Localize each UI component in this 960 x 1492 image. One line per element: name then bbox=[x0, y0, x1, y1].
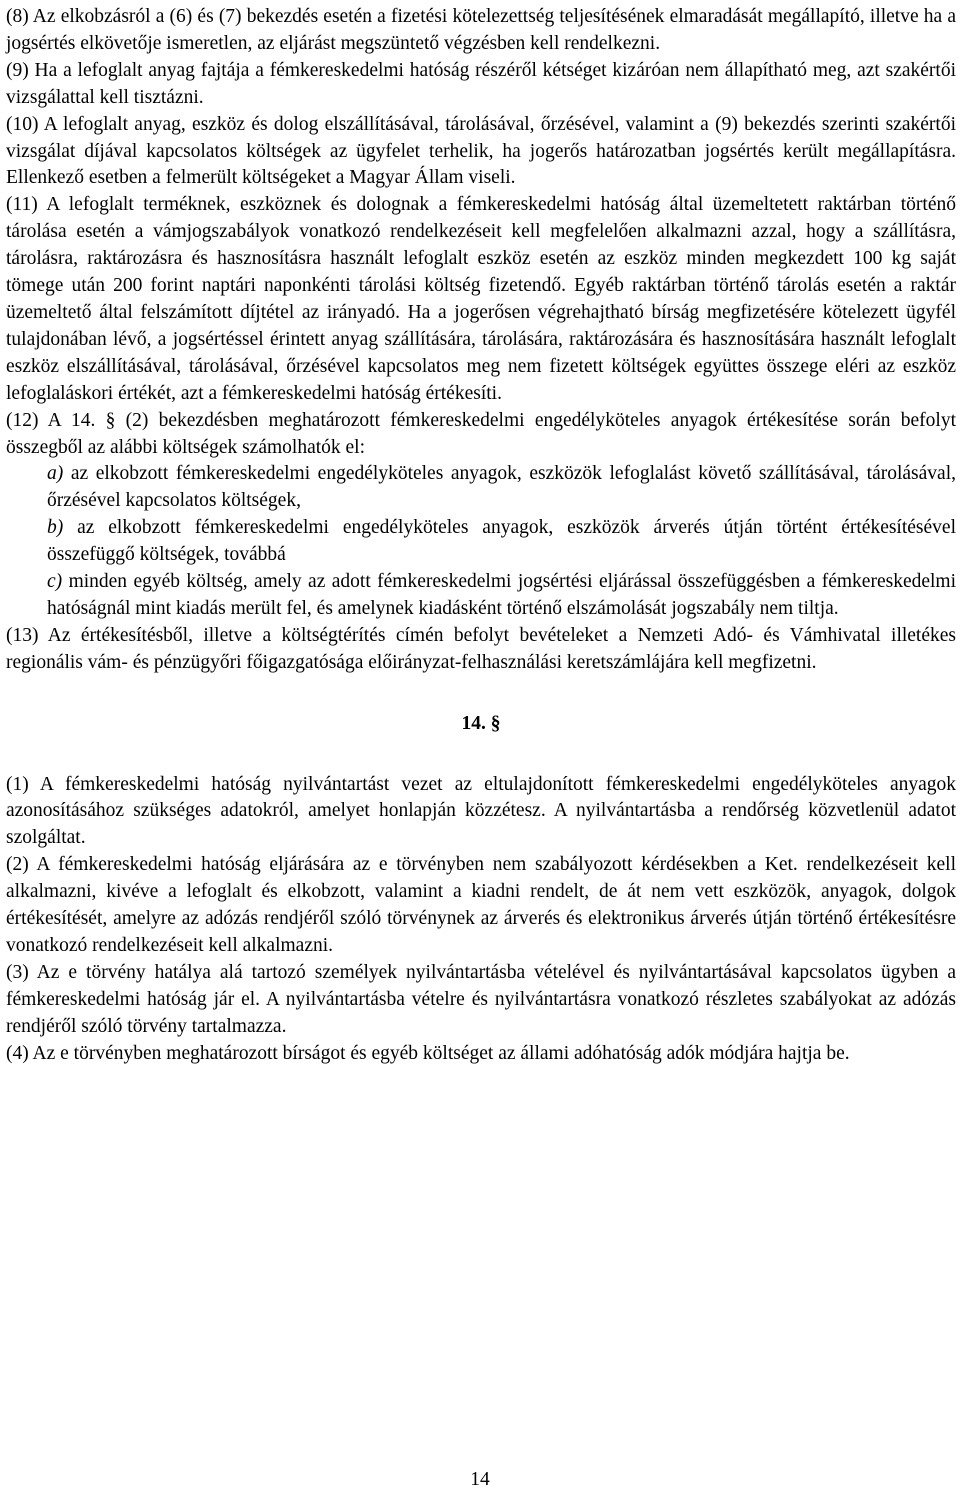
document-page bbox=[6, 4, 956, 1068]
page-number: 14 bbox=[470, 1469, 490, 1490]
section-paragraph-1: (1) A fémkereskedelmi hatóság nyilvántartást vezet az eltulajdonított fémkereskedelmi engedélyköteles anyagok azonosításához szükséges adatokról, amelyet honlapján közzétesz. A nyilvántartásba a rendőrség közvetlenül adatot szolgáltat. bbox=[6, 773, 956, 849]
section-paragraph-4: (4) Az e törvényben meghatározott bírságot és egyéb költséget az állami adóhatóság adók módjára hajtja be. bbox=[6, 1042, 850, 1064]
list-item-text: az elkobzott fémkereskedelmi engedélyköteles anyagok, eszközök árverés útján történt értékesítésével összefüggő költségek, továbbá bbox=[47, 517, 956, 566]
paragraph-10: (10) A lefoglalt anyag, eszköz és dolog elszállításával, tárolásával, őrzésével, valamint a (9) bekezdés szerinti szakértői vizsgálat díjával kapcsolatos költségek az ügyfelet terhelik, ha jogerős határozatban jogsértés került megállapításra. Ellenkező esetben a felmerült költségeket a Magyar Állam viseli. bbox=[6, 113, 956, 189]
section-heading: 14. § bbox=[461, 712, 501, 734]
list-marker: b) bbox=[47, 517, 64, 539]
paragraph-13: (13) Az értékesítésből, illetve a költségtérítés címén befolyt bevételeket a Nemzeti Adó- és Vámhivatal illetékes regionális vám- és pénzügyőri főigazgatósága előirányzat-felhasználási keretszámlájára kell megfizetni. bbox=[6, 624, 956, 673]
list-item-text: az elkobzott fémkereskedelmi engedélyköteles anyagok, eszközök lefoglalást követő szállításával, tárolásával, őrzésével kapcsolatos költségek, bbox=[47, 463, 956, 512]
list-item-a bbox=[6, 461, 956, 515]
paragraph-12: (12) A 14. § (2) bekezdésben meghatározott fémkereskedelmi engedélyköteles anyagok értékesítése során befolyt összegből az alábbi költségek számolhatók el: bbox=[6, 409, 956, 458]
section-paragraph-3: (3) Az e törvény hatálya alá tartozó személyek nyilvántartásba vételével és nyilvántartásával kapcsolatos ügyben a fémkereskedelmi hatóság jár el. A nyilvántartásba vételre és nyilvántartásra vonatkozó részletes szabályokat az adózás rendjéről szóló törvény tartalmazza. bbox=[6, 961, 956, 1037]
list-marker: a) bbox=[47, 463, 64, 485]
list-marker: c) bbox=[47, 571, 63, 593]
paragraph-8: (8) Az elkobzásról a (6) és (7) bekezdés esetén a fizetési kötelezettség teljesítésének elmaradását megállapító, illetve ha a jogsértés elkövetője ismeretlen, az eljárást megszüntető végzésben kell rendelkezni. bbox=[6, 6, 956, 54]
section-paragraph-2: (2) A fémkereskedelmi hatóság eljárására az e törvényben nem szabályozott kérdésekben a Ket. rendelkezéseit kell alkalmazni, kivéve a lefoglalt és elkobzott, valamint a kiadni rendelt, de át nem vett eszközök, anyagok, dolgok értékesítését, amelyre az adózás rendjéről szóló törvénynek az árverés és elektronikus árverés útján történő értékesítésre vonatkozó rendelkezéseit kell alkalmazni. bbox=[6, 854, 956, 956]
paragraph-9: (9) Ha a lefoglalt anyag fajtája a fémkereskedelmi hatóság részéről kétséget kizáróan nem állapítható meg, azt szakértői vizsgálattal kell tisztázni. bbox=[6, 59, 956, 108]
list-item-b bbox=[6, 515, 956, 569]
list-item-c bbox=[6, 569, 956, 623]
paragraph-11: (11) A lefoglalt terméknek, eszköznek és dolognak a fémkereskedelmi hatóság által üzemeltetett raktárban történő tárolása esetén a vámjogszabályok vonatkozó rendelkezéseit kell megfelelően alkalmazni azzal, hogy a szállításra, tárolásra, raktározásra és hasznosításra használt lefoglalt eszköz esetén az eszköz minden megkezdett 100 kg saját tömege után 200 forint naptári naponkénti tárolási költség fizetendő. Egyéb raktárban történő tárolás esetén a raktár üzemeltető által felszámított díjtétel az irányadó. Ha a jogerősen végrehajtható bírság megfizetésére kötelezett ügyfél tulajdonában lévő, a jogsértéssel érintett anyag szállítására, tárolására, raktározására és hasznosítására használt lefoglalt eszköz elszállításával, tárolásával, őrzésével kapcsolatos meg nem fizetett költségek együttes összege eléri az eszköz lefoglaláskori értékét, azt a fémkereskedelmi hatóság értékesíti. bbox=[6, 194, 956, 404]
list-item-text: minden egyéb költség, amely az adott fémkereskedelmi jogsértési eljárással összefüggésben a fémkereskedelmi hatóságnál mint kiadás merült fel, és amelynek kiadásként történő elszámolását jogszabály nem tiltja. bbox=[47, 571, 957, 619]
